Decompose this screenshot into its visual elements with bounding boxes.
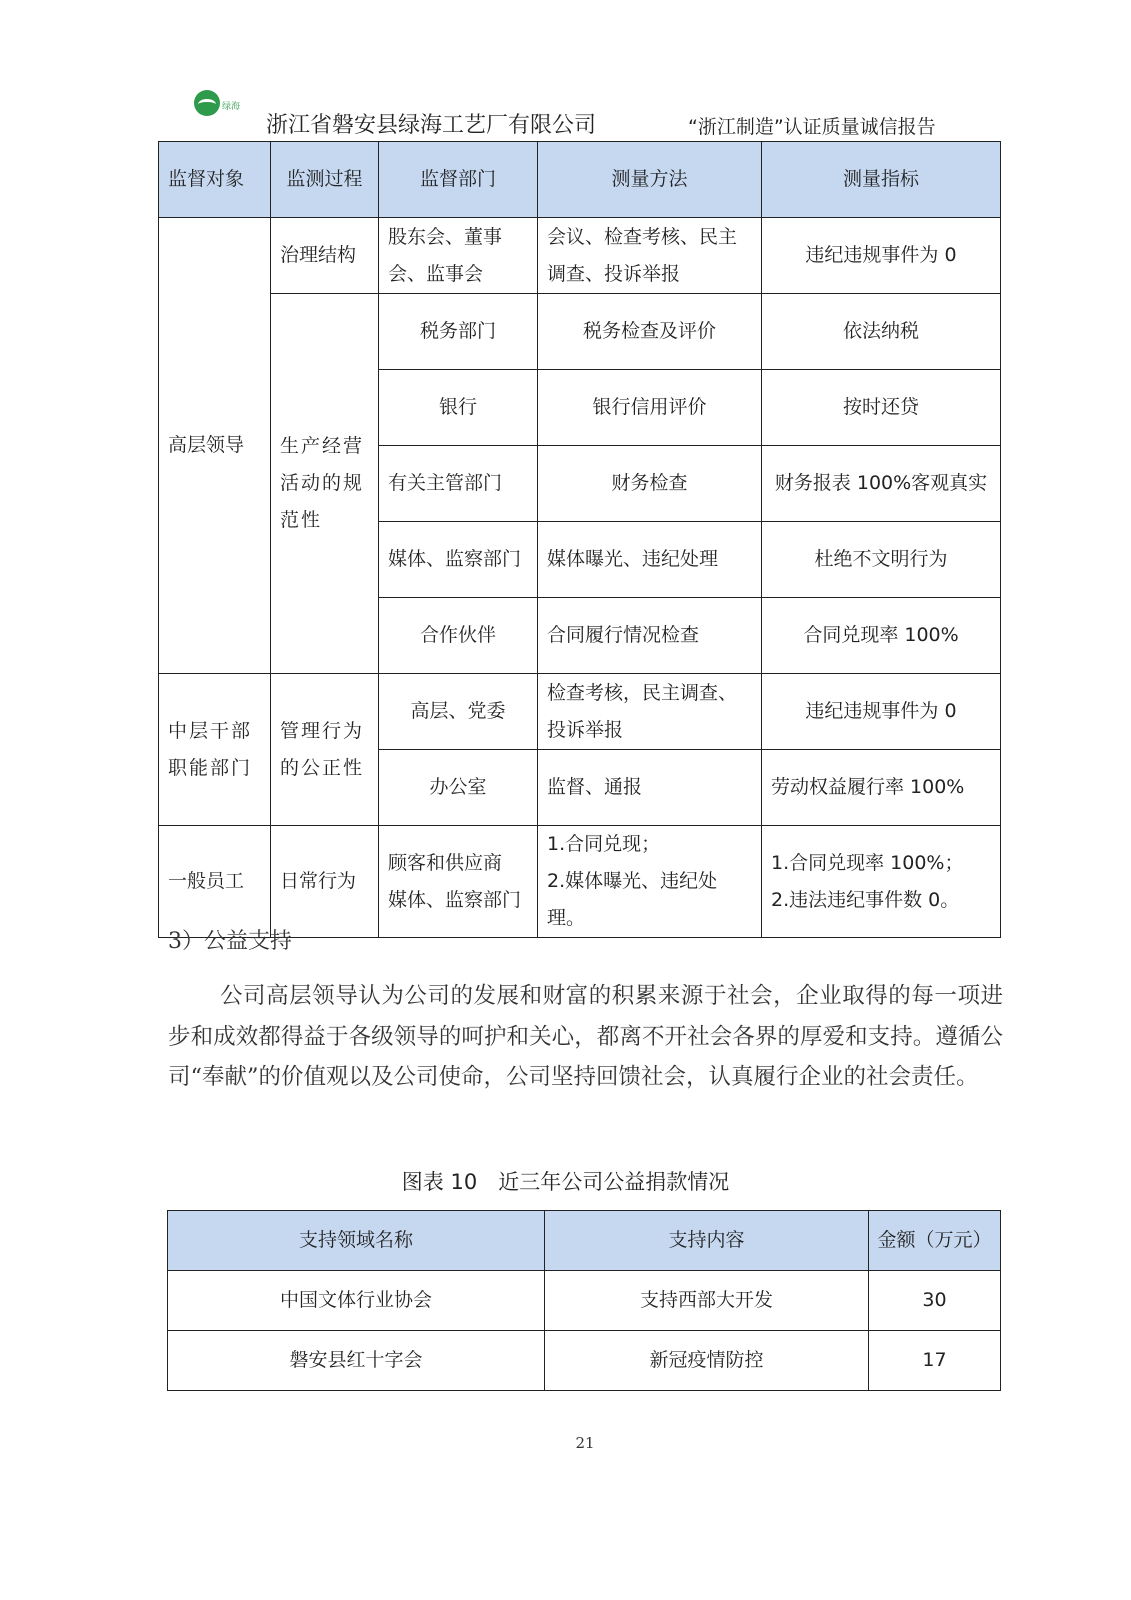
supervising-dept: 银行 [379, 370, 538, 446]
supervising-dept: 股东会、董事会、监事会 [379, 218, 538, 294]
supervising-dept: 顾客和供应商 媒体、监察部门 [379, 826, 538, 938]
monitoring-process: 管理行为的公正性 [271, 674, 379, 826]
donation-table [167, 1210, 1001, 1391]
measurement-method: 检查考核，民主调查、投诉举报 [538, 674, 762, 750]
measurement-method: 媒体曝光、违纪处理 [538, 522, 762, 598]
column-header: 测量方法 [538, 142, 762, 218]
measurement-metric: 1.合同兑现率 100%； 2.违法违纪事件数 0。 [762, 826, 1001, 938]
measurement-metric: 违纪违规事件为 0 [762, 218, 1001, 294]
column-header: 支持内容 [545, 1211, 869, 1271]
supervised-object: 中层干部职能部门 [159, 674, 271, 826]
supervising-dept: 税务部门 [379, 294, 538, 370]
logo-leaf-icon [194, 90, 220, 116]
supervised-object: 一般员工 [159, 826, 271, 938]
report-title: “浙江制造”认证质量诚信报告 [688, 116, 936, 138]
support-field: 磐安县红十字会 [168, 1331, 545, 1391]
measurement-method: 1.合同兑现； 2.媒体曝光、违纪处理。 [538, 826, 762, 938]
measurement-metric: 违纪违规事件为 0 [762, 674, 1001, 750]
measurement-method: 会议、检查考核、民主调查、投诉举报 [538, 218, 762, 294]
support-content: 新冠疫情防控 [545, 1331, 869, 1391]
donation-amount: 17 [869, 1331, 1001, 1391]
supervising-dept: 有关主管部门 [379, 446, 538, 522]
table-header-row [168, 1211, 1001, 1271]
column-header: 金额（万元） [869, 1211, 1001, 1271]
page-header [160, 86, 1020, 142]
supervising-dept: 办公室 [379, 750, 538, 826]
measurement-metric: 劳动权益履行率 100% [762, 750, 1001, 826]
supervising-dept: 媒体、监察部门 [379, 522, 538, 598]
logo-text: 绿海 [222, 102, 241, 112]
measurement-metric: 合同兑现率 100% [762, 598, 1001, 674]
supervised-object: 高层领导 [159, 218, 271, 674]
support-content: 支持西部大开发 [545, 1271, 869, 1331]
measurement-method: 银行信用评价 [538, 370, 762, 446]
table-caption: 图表 10 近三年公司公益捐款情况 [401, 1170, 730, 1194]
table-row [159, 218, 1001, 294]
table-row [168, 1331, 1001, 1391]
measurement-method: 合同履行情况检查 [538, 598, 762, 674]
table-header-row [159, 142, 1001, 218]
column-header: 测量指标 [762, 142, 1001, 218]
column-header: 监测过程 [271, 142, 379, 218]
supervision-table [158, 141, 1001, 938]
column-header: 支持领域名称 [168, 1211, 545, 1271]
page-number: 21 [575, 1434, 595, 1452]
company-logo [194, 90, 250, 118]
table-row [159, 294, 1001, 370]
measurement-metric: 按时还贷 [762, 370, 1001, 446]
measurement-metric: 依法纳税 [762, 294, 1001, 370]
table-row [159, 826, 1001, 938]
support-field: 中国文体行业协会 [168, 1271, 545, 1331]
measurement-metric: 财务报表 100%客观真实 [762, 446, 1001, 522]
section-subheading: 3）公益支持 [168, 929, 292, 954]
table-row [159, 674, 1001, 750]
column-header: 监督对象 [159, 142, 271, 218]
supervising-dept: 合作伙伴 [379, 598, 538, 674]
measurement-method: 税务检查及评价 [538, 294, 762, 370]
monitoring-process: 生产经营活动的规范性 [271, 294, 379, 674]
company-name: 浙江省磐安县绿海工艺厂有限公司 [266, 113, 597, 138]
measurement-method: 财务检查 [538, 446, 762, 522]
measurement-metric: 杜绝不文明行为 [762, 522, 1001, 598]
monitoring-process: 日常行为 [271, 826, 379, 938]
table-row [168, 1271, 1001, 1331]
column-header: 监督部门 [379, 142, 538, 218]
body-paragraph: 公司高层领导认为公司的发展和财富的积累来源于社会，企业取得的每一项进步和成效都得益于各级领导的呵护和关心，都离不开社会各界的厚爱和支持。遵循公司“奉献”的价值观以及公司使命，公司坚持回馈社会，认真履行企业的社会责任。 [168, 983, 1003, 1090]
monitoring-process: 治理结构 [271, 218, 379, 294]
donation-amount: 30 [869, 1271, 1001, 1331]
measurement-method: 监督、通报 [538, 750, 762, 826]
supervising-dept: 高层、党委 [379, 674, 538, 750]
